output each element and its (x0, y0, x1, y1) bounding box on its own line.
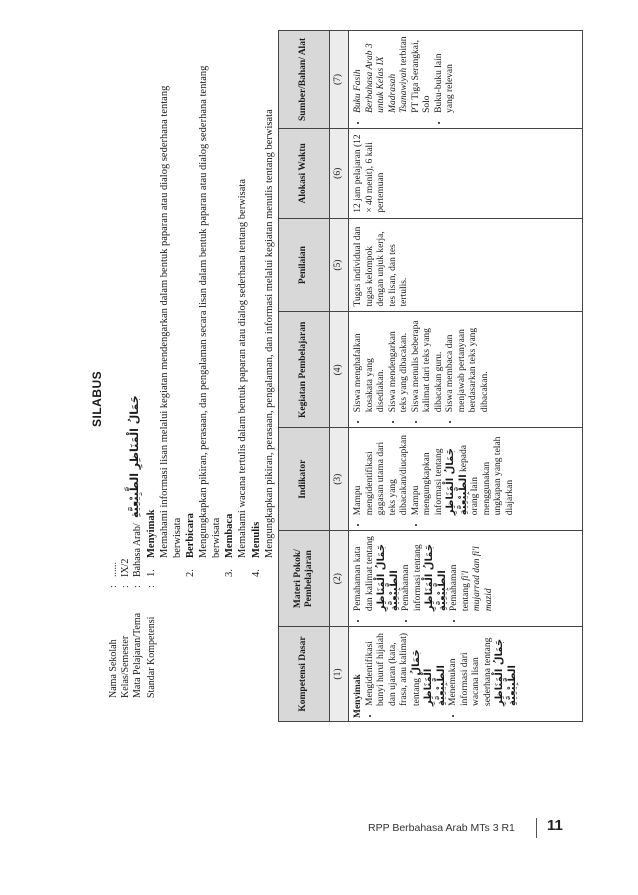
kd-item-text: Menemukan informasi dari wacana lisan sederhana tentang (448, 637, 493, 706)
page-number: 11 (547, 817, 563, 834)
sk-num: 3. (224, 569, 235, 577)
sk-line: Memahami informasi lisan melalui kegiatan mendengarkan dalam bentuk paparan atau dialog sederhana tentang (159, 85, 170, 558)
kd-item (365, 631, 449, 706)
kegiatan-item: • Siswa mendengarkan teks yang dibacakan. (388, 316, 411, 412)
sk-num: 1. (146, 569, 157, 577)
header-sep: : (108, 585, 119, 588)
cell-materi (349, 531, 583, 627)
header-label-subject: Mata Pelajaran/Tema (132, 612, 143, 698)
cell-kompetensi-dasar (349, 627, 583, 722)
alokasi-text: 12 jam pelajaran (12 × 40 menit), 6 kali pertemuan (353, 134, 386, 213)
kegiatan-item: • Siswa menulis beberapa kalimat dari teks yang dibacakan guru. (411, 316, 446, 412)
indikator-item-text: Mampu mengidentifikasi gagasan utama dari teks yang dibacakan/diucapkan (353, 435, 409, 516)
indikator-item (353, 432, 411, 515)
col-header-alokasi: Alokasi Waktu (279, 128, 330, 218)
col-number: (3) (330, 428, 349, 531)
sumber-item-text: Buku-buku lain yang relevan (433, 53, 455, 113)
materi-item-arabic: جَمَالُ الْمَنَاظِرِ الطَّبِيْعِيَّةِ (424, 543, 448, 612)
col-header-kd: Kompetensi Dasar (279, 627, 330, 722)
sk-num: 4. (251, 569, 262, 577)
header-sep: : (120, 585, 131, 588)
page-title: SILABUS (90, 370, 104, 427)
materi-item-italic: fi'l mujarrad dan fi'l mazid (460, 546, 494, 612)
kegiatan-item: • Siswa membaca dan menjawab pertanyaan berdasarkan teks yang dibacakan. (445, 316, 491, 412)
cell-sumber (349, 31, 583, 129)
sk-title-menyimak: Menyimak (146, 509, 157, 558)
sumber-item-text: terbitan PT Tiga Serangkai, Solo (399, 36, 432, 113)
sumber-item-italic: Buku Fasih Berbahasa Arab 3 untuk Kelas IX Madrasah Tsanawiyah (353, 43, 409, 113)
sk-line: berwisata (172, 517, 183, 558)
header-sep: : (132, 585, 143, 588)
cell-alokasi (349, 128, 583, 218)
indikator-item-text: Mampu mengungkapkan informasi tentang (410, 448, 444, 516)
materi-item (353, 535, 401, 611)
col-header-kegiatan: Kegiatan Pembelajaran (279, 312, 330, 428)
penilaian-text: Tugas individual dan tugas kelompok dengan unjuk kerja, tes lisan, dan tes tertulis. (353, 226, 409, 307)
materi-item-text: Pemahaman tentang (449, 564, 471, 612)
kd-heading: Menyimak (353, 674, 363, 718)
col-header-indikator: Indikator (279, 428, 330, 531)
footer-text: RPP Berbahasa Arab MTs 3 R1 (368, 822, 515, 834)
materi-item (401, 535, 449, 611)
sk-title-menulis: Menulis (251, 521, 262, 558)
col-header-sumber: Sumber/Bahan/ Alat (279, 31, 330, 129)
sk-title-berbicara: Berbicara (185, 513, 196, 558)
kd-item-arabic: جَمَالُ الْمَنَاظِرِ الطَّبِيْعِيَّةِ (410, 649, 447, 706)
materi-item (449, 535, 495, 611)
header-arabic-theme: جَمَالُ الْمَنَاظِرِ الطَّبِيْعِيَّةِ (128, 395, 141, 518)
footer-divider (536, 818, 537, 838)
header-label-sk: Standar Kompetensi (146, 616, 157, 698)
header-value-subject: Bahasa Arab/ (132, 523, 143, 577)
header-sep: : (146, 585, 157, 588)
indikator-item-text: kepada orang lain menggunakan ungkapan yang telah diajarkan (458, 436, 515, 516)
header-label-school: Nama Sekolah (108, 639, 119, 698)
indikator-item (411, 432, 517, 515)
kegiatan-item: • Siswa menghafalkan kosakata yang disediakan. (353, 316, 388, 412)
col-number: (7) (330, 31, 349, 129)
col-header-penilaian: Penilaian (279, 218, 330, 312)
sk-title-membaca: Membaca (224, 513, 235, 558)
kd-item-text: Mengidentifikasi bunyi huruf hijaiah dan ujaran (kata, frasa, atau kalimat) tentang (364, 632, 422, 706)
header-value-class: IX/2 (120, 558, 131, 577)
silabus-table (278, 30, 583, 722)
header-value-school: ...... (108, 562, 119, 577)
cell-penilaian (349, 218, 583, 312)
materi-item-text: Pemahaman kata dan kalimat tentang (353, 536, 375, 612)
sumber-item (353, 35, 434, 113)
col-header-materi: Materi Pokok/ Pembelajaran (279, 531, 330, 627)
sumber-item (434, 35, 457, 113)
sk-line: berwisata (211, 517, 222, 558)
col-number: (4) (330, 312, 349, 428)
materi-item-arabic: جَمَالُ الْمَنَاظِرِ الطَّبِيْعِيَّةِ (376, 543, 400, 612)
indikator-item-arabic: جَمَالُ الْمَنَاظِرِ الطَّبِيْعِيَّةِ (445, 448, 469, 516)
col-number: (6) (330, 128, 349, 218)
header-label-class: Kelas/Semester (120, 635, 131, 698)
materi-item-text: Pemahaman informasi tentang (401, 544, 423, 612)
kd-item (448, 631, 519, 706)
cell-indikator (349, 428, 583, 531)
sk-line: Mengungkapkan pikiran, perasaan, dan pengalaman secara lisan dalam bentuk paparan atau dialog sederhana tentang (198, 65, 209, 558)
cell-kegiatan (349, 312, 583, 428)
sk-num: 2. (185, 569, 196, 577)
col-number: (1) (330, 627, 349, 722)
col-number: (5) (330, 218, 349, 312)
sk-line: Memahami wacana tertulis dalam bentuk paparan atau dialog sederhana tentang berwisata (237, 178, 248, 558)
col-number: (2) (330, 531, 349, 627)
sk-line: Mengungkapkan pikiran, perasaan, pengalaman, dan informasi melalui kegiatan menulis tentang berwisata (264, 109, 275, 558)
kd-item-arabic: جَمَالُ الْمَنَاظِرِ الطَّبِيْعِيَّةِ (494, 638, 518, 706)
